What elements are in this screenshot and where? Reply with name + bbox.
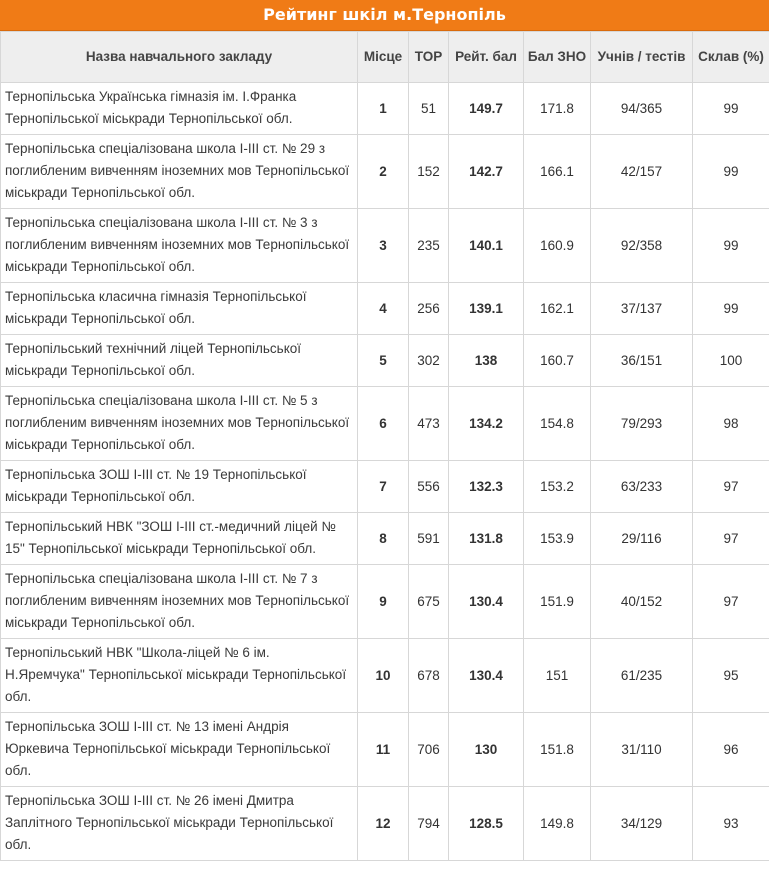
header-place: Місце [358,32,409,83]
cell-top: 256 [409,283,449,335]
cell-students: 29/116 [591,513,693,565]
table-body [1,83,769,861]
cell-rating: 131.8 [449,513,524,565]
cell-passed: 99 [693,209,769,283]
cell-top: 473 [409,387,449,461]
cell-school-name: Тернопільська ЗОШ І-ІІІ ст. № 19 Тернопільської міськради Тернопільської обл. [1,461,358,513]
cell-school-name: Тернопільський технічний ліцей Тернопільської міськради Тернопільської обл. [1,335,358,387]
cell-place: 10 [358,639,409,713]
header-zno: Бал ЗНО [524,32,591,83]
header-name: Назва навчального закладу [1,32,358,83]
cell-school-name: Тернопільська класична гімназія Тернопільської міськради Тернопільської обл. [1,283,358,335]
header-top: TOP [409,32,449,83]
header-passed: Склав (%) [693,32,769,83]
cell-rating: 130.4 [449,565,524,639]
cell-place: 7 [358,461,409,513]
cell-rating: 130.4 [449,639,524,713]
cell-zno: 153.2 [524,461,591,513]
cell-zno: 151.8 [524,713,591,787]
table-row [1,135,769,209]
cell-top: 678 [409,639,449,713]
cell-passed: 95 [693,639,769,713]
cell-students: 63/233 [591,461,693,513]
cell-passed: 99 [693,83,769,135]
header-rating: Рейт. бал [449,32,524,83]
cell-school-name: Тернопільський НВК "Школа-ліцей № 6 ім. Н.Яремчука" Тернопільської міськради Тернопільської обл. [1,639,358,713]
cell-rating: 149.7 [449,83,524,135]
table-row [1,83,769,135]
cell-school-name: Тернопільська Українська гімназія ім. І.Франка Тернопільської міськради Тернопільської обл. [1,83,358,135]
cell-students: 42/157 [591,135,693,209]
cell-zno: 149.8 [524,787,591,861]
cell-school-name: Тернопільська спеціалізована школа І-ІІІ ст. № 3 з поглибленим вивченням іноземних мов Тернопільської міськради Тернопільської обл. [1,209,358,283]
cell-rating: 134.2 [449,387,524,461]
cell-top: 235 [409,209,449,283]
table-row [1,565,769,639]
cell-rating: 132.3 [449,461,524,513]
cell-passed: 97 [693,565,769,639]
cell-rating: 138 [449,335,524,387]
rating-table [0,31,769,861]
cell-school-name: Тернопільська ЗОШ І-ІІІ ст. № 26 імені Дмитра Заплітного Тернопільської міськради Тернопільської обл. [1,787,358,861]
cell-passed: 98 [693,387,769,461]
cell-school-name: Тернопільська спеціалізована школа І-ІІІ ст. № 7 з поглибленим вивченням іноземних мов Тернопільської міськради Тернопільської обл. [1,565,358,639]
cell-place: 3 [358,209,409,283]
cell-zno: 166.1 [524,135,591,209]
cell-place: 1 [358,83,409,135]
table-title: Рейтинг шкіл м.Тернопіль [0,0,769,31]
cell-place: 2 [358,135,409,209]
cell-school-name: Тернопільська спеціалізована школа І-ІІІ ст. № 5 з поглибленим вивченням іноземних мов Тернопільської міськради Тернопільської обл. [1,387,358,461]
cell-students: 79/293 [591,387,693,461]
cell-rating: 130 [449,713,524,787]
cell-place: 11 [358,713,409,787]
cell-zno: 154.8 [524,387,591,461]
cell-passed: 97 [693,513,769,565]
cell-passed: 99 [693,283,769,335]
table-header [1,32,769,83]
cell-students: 40/152 [591,565,693,639]
cell-top: 706 [409,713,449,787]
cell-place: 4 [358,283,409,335]
cell-top: 152 [409,135,449,209]
cell-students: 92/358 [591,209,693,283]
cell-place: 8 [358,513,409,565]
cell-students: 94/365 [591,83,693,135]
cell-passed: 99 [693,135,769,209]
cell-passed: 100 [693,335,769,387]
cell-top: 794 [409,787,449,861]
cell-students: 61/235 [591,639,693,713]
table-row [1,513,769,565]
cell-zno: 151.9 [524,565,591,639]
cell-passed: 97 [693,461,769,513]
cell-zno: 171.8 [524,83,591,135]
table-row [1,335,769,387]
header-students: Учнів / тестів [591,32,693,83]
cell-zno: 160.9 [524,209,591,283]
cell-passed: 96 [693,713,769,787]
table-row [1,209,769,283]
cell-rating: 139.1 [449,283,524,335]
cell-top: 591 [409,513,449,565]
table-row [1,713,769,787]
cell-rating: 128.5 [449,787,524,861]
cell-zno: 151 [524,639,591,713]
cell-students: 31/110 [591,713,693,787]
cell-zno: 153.9 [524,513,591,565]
cell-place: 12 [358,787,409,861]
table-row [1,639,769,713]
cell-zno: 162.1 [524,283,591,335]
cell-zno: 160.7 [524,335,591,387]
cell-rating: 142.7 [449,135,524,209]
cell-rating: 140.1 [449,209,524,283]
cell-place: 9 [358,565,409,639]
cell-school-name: Тернопільська спеціалізована школа І-ІІІ ст. № 29 з поглибленим вивченням іноземних мов Тернопільської міськради Тернопільської обл. [1,135,358,209]
cell-passed: 93 [693,787,769,861]
table-row [1,387,769,461]
table-row [1,787,769,861]
cell-school-name: Тернопільський НВК "ЗОШ І-ІІІ ст.-медичний ліцей № 15" Тернопільської міськради Тернопільської обл. [1,513,358,565]
cell-top: 675 [409,565,449,639]
table-row [1,283,769,335]
cell-place: 5 [358,335,409,387]
table-row [1,461,769,513]
cell-students: 34/129 [591,787,693,861]
cell-place: 6 [358,387,409,461]
cell-top: 51 [409,83,449,135]
cell-top: 302 [409,335,449,387]
cell-school-name: Тернопільська ЗОШ І-ІІІ ст. № 13 імені Андрія Юркевича Тернопільської міськради Тернопільської обл. [1,713,358,787]
cell-students: 36/151 [591,335,693,387]
cell-students: 37/137 [591,283,693,335]
cell-top: 556 [409,461,449,513]
